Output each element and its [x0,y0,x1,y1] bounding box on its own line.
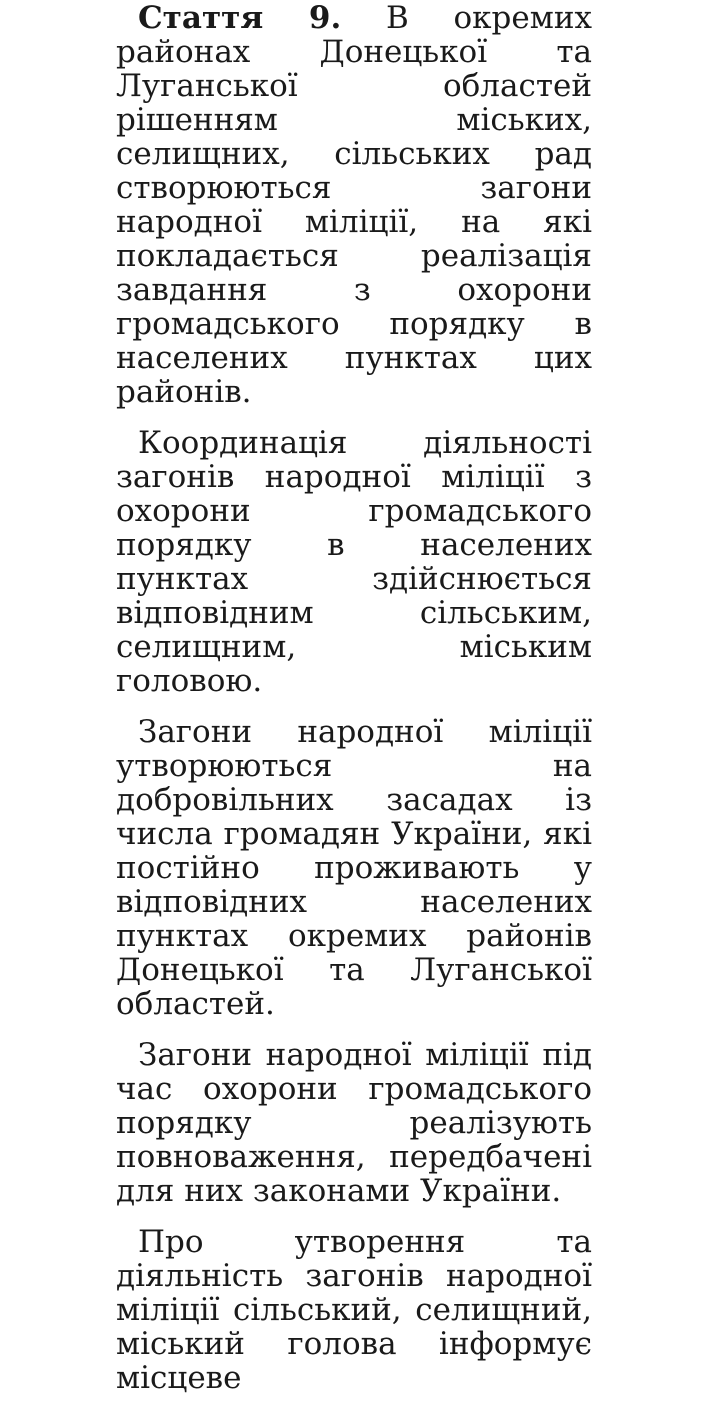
paragraph-1-text: В окремих районах Донецької та Луганської областей рішенням міських, селищних, сільських рад створюються загони народної міліції, на які покладається реалізація завдання з охорони громадського порядку в населених пунктах цих районів. [116,0,592,410]
article-text [116,0,592,1412]
paragraph-5: Про утворення та діяльність загонів народної міліції сільський, селищний, міський голова інформує місцеве [116,1224,592,1396]
paragraph-4: Загони народної міліції під час охорони громадського порядку реалізують повноваження, передбачені для них законами України. [116,1037,592,1209]
paragraph-3: Загони народної міліції утворюються на добровільних засадах із числа громадян України, які постійно проживають у відповідних населених пунктах окремих районів Донецької та Луганської областей. [116,714,592,1022]
paragraph-1 [116,0,592,409]
article-heading: Стаття 9. [138,0,342,36]
paragraph-2: Координація діяльності загонів народної міліції з охорони громадського порядку в населених пунктах здійснюється відповідним сільським, селищним, міським головою. [116,425,592,699]
